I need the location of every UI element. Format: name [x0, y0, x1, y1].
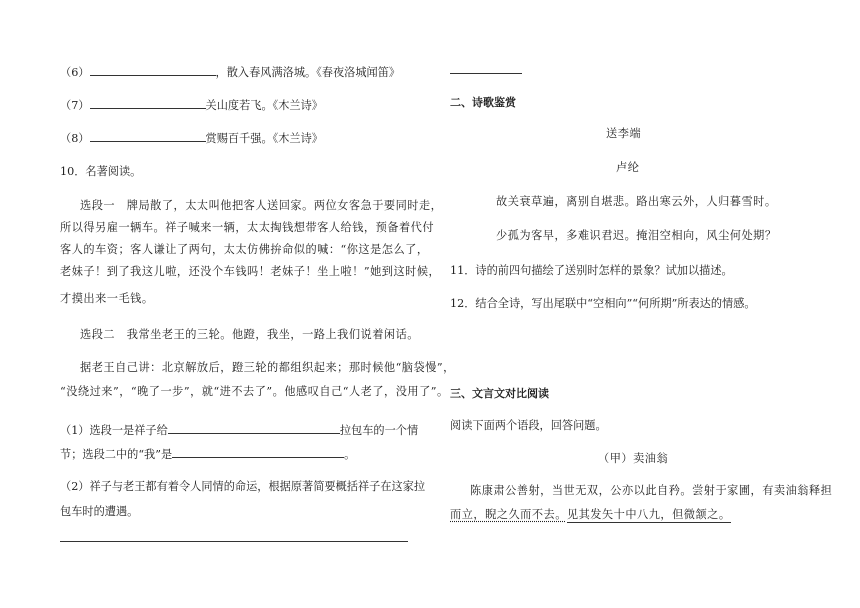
question-6-text: ，散入春风满洛城。《春夜洛城闻笛》: [215, 66, 401, 79]
question-6: [60, 64, 400, 80]
poem-line: 少孤为客早，多难识君迟。掩泪空相向，风尘何处期？: [496, 229, 777, 242]
section-2-title: 二、诗歌鉴赏: [450, 96, 516, 109]
question-6-number: （6）: [60, 66, 90, 79]
answer-line[interactable]: [60, 541, 408, 542]
answer-blank-6[interactable]: [90, 64, 216, 76]
question-10-2-line-a: （2）祥子与老王都有着令人同情的命运，根据原著简要概括祥子在这家拉: [60, 480, 426, 493]
q10-1-text-c: 节；选段二中的“我”是: [60, 448, 173, 461]
poem-line: 故关衰草遍，离别自堪悲。路出寒云外，人归暮雪时。: [496, 195, 777, 208]
underlined-sentence: 见其发矢十中八九，但微颔之。: [566, 508, 731, 521]
text-jia-line: [450, 508, 731, 522]
passage-3-line: “没绕过来”，“晚了一步”，就“进不去了”。他感叹自己“人老了，没用了”。: [60, 385, 449, 398]
text-jia-title: （甲）卖油翁: [598, 452, 669, 465]
poem-author: 卢纶: [616, 161, 640, 174]
passage-1-line: 所以得另雇一辆车。祥子喊来一辆，太太掏钱想带客人给钱，预备着代付: [60, 221, 435, 234]
answer-blank-q10-1-b[interactable]: [172, 446, 344, 458]
passage-1-line: 选段一 牌局散了，太太叫他把客人送回家。两位女客急于要同时走，: [80, 199, 443, 212]
poem-title: 送李端: [606, 127, 642, 140]
question-8: [60, 130, 323, 146]
question-12: 12．结合全诗，写出尾联中“空相向”“何所期”所表达的情感。: [450, 297, 756, 310]
question-10-1-line-a: [60, 422, 418, 438]
answer-blank-8[interactable]: [90, 130, 206, 142]
question-7-number: （7）: [60, 99, 90, 112]
q10-1-text-d: 。: [344, 448, 356, 461]
passage-1-line: 才摸出来一毛钱。: [60, 292, 154, 305]
answer-line[interactable]: [450, 73, 522, 74]
question-7-text: 关山度若飞。《木兰诗》: [205, 99, 323, 112]
text-jia-line-part: 而立，睨之久而不去。: [450, 508, 567, 521]
answer-blank-7[interactable]: [90, 97, 206, 109]
question-10-1-line-b: [60, 446, 355, 462]
passage-1-line: 老妹子！到了我这儿啦，还没个车钱吗！老妹子！坐上啦！”她到这时候，: [60, 265, 441, 278]
q10-1-text-a: （1）选段一是祥子给: [60, 424, 168, 437]
section-3-intro: 阅读下面两个语段，回答问题。: [450, 419, 607, 432]
question-10-title: 10．名著阅读。: [60, 165, 142, 178]
passage-3-line: 据老王自己讲：北京解放后，蹬三轮的都组织起来；那时候他“脑袋慢”，: [80, 361, 455, 374]
passage-2-line: 选段二 我常坐老王的三轮。他蹬，我坐，一路上我们说着闲话。: [80, 328, 419, 341]
text-jia-line: 陈康肃公善射，当世无双，公亦以此自矜。尝射于家圃，有卖油翁释担: [470, 484, 833, 497]
question-8-number: （8）: [60, 132, 90, 145]
question-8-text: 赏赐百千强。《木兰诗》: [205, 132, 323, 145]
passage-1-line: 客人的车资；客人谦让了两句，太太仿佛拚命似的喊：“你这是怎么了，: [60, 243, 429, 256]
question-11: 11．诗的前四句描绘了送别时怎样的景象？试加以描述。: [450, 264, 733, 277]
section-3-title: 三、文言文对比阅读: [450, 387, 549, 400]
question-7: [60, 97, 323, 113]
q10-1-text-b: 拉包车的一个情: [339, 424, 419, 437]
question-10-2-line-b: 包车时的遭遇。: [60, 505, 139, 518]
answer-blank-q10-1-a[interactable]: [168, 422, 340, 434]
